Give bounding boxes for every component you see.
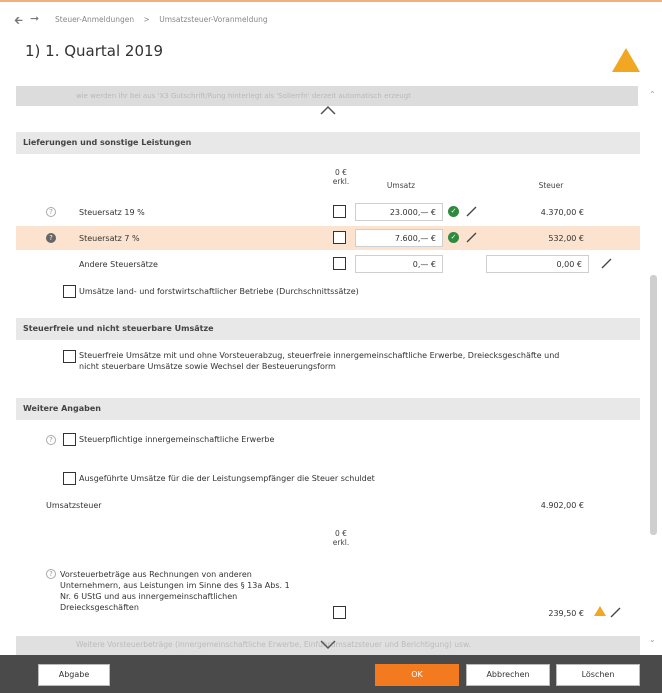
back-arrow-icon[interactable]: 🡰 — [14, 14, 23, 27]
row-label: Andere Steuersätze — [79, 260, 158, 269]
forward-arrow-icon[interactable]: ➞ — [30, 12, 40, 25]
zero-declaration-checkbox[interactable] — [333, 231, 346, 244]
pencil-icon[interactable] — [610, 607, 621, 618]
form-scroll-area — [16, 80, 646, 655]
column-header-zero-line2: erkl. — [332, 177, 350, 186]
hint-bar — [16, 86, 638, 106]
hint-text: wie werden Ihr bei aus 'X3 Gutschrift/Rung hinterlegt als 'Sollerrfn' derzeit automatisch erzeugt — [76, 92, 411, 100]
pencil-icon[interactable] — [466, 232, 477, 243]
check-ok-icon: ✓ — [448, 206, 459, 217]
pencil-icon[interactable] — [466, 206, 477, 217]
top-bar — [0, 0, 662, 34]
section-title: Steuerfreie und nicht steuerbare Umsätze — [23, 324, 214, 333]
chevron-down-icon[interactable] — [319, 638, 337, 650]
zero-declaration-checkbox[interactable] — [333, 606, 346, 619]
column-header-zero-line2: erkl. — [332, 538, 350, 547]
row-andere-steuersaetze — [16, 252, 640, 276]
scrollbar[interactable] — [647, 80, 659, 655]
breadcrumb-item[interactable]: Steuer-Anmeldungen — [55, 15, 135, 24]
row-label: Steuersatz 19 % — [79, 208, 145, 217]
question-icon[interactable]: ? — [46, 233, 56, 243]
scroll-up-icon[interactable]: ⌃ — [649, 90, 656, 99]
column-header-umsatz: Umsatz — [386, 181, 416, 190]
footer-bar — [0, 655, 662, 693]
section-header-steuerfrei — [16, 318, 640, 340]
section-title: Weitere Angaben — [23, 404, 101, 413]
vorsteuer-value: 239,50 € — [548, 609, 584, 618]
ok-button[interactable]: OK — [375, 664, 459, 686]
question-icon[interactable]: ? — [46, 207, 56, 217]
steuer-value: 4.370,00 € — [540, 208, 584, 217]
warning-icon[interactable] — [594, 606, 606, 616]
vorsteuer-label: Vorsteuerbeträge aus Rechnungen von anderen Unternehmern, aus Leistungen im Sinne des § 13a Abs. 1 Nr. 6 UStG und aus innergemeinschaftlichen Dreiecksgeschäften — [60, 570, 290, 612]
leistungsempfaenger-checkbox[interactable] — [63, 472, 76, 485]
umsatz-input[interactable]: 7.600,— € — [355, 229, 443, 247]
steuerfrei-checkbox[interactable] — [63, 350, 76, 363]
leistungsempfaenger-label: Ausgeführte Umsätze für die der Leistungsempfänger die Steuer schuldet — [79, 474, 375, 483]
section-header-weitere — [16, 398, 640, 420]
loeschen-button[interactable]: Löschen — [556, 664, 640, 686]
question-icon[interactable]: ? — [46, 569, 56, 579]
scroll-thumb[interactable] — [650, 275, 657, 535]
umsatzsteuer-value: 4.902,00 € — [540, 501, 584, 510]
steuerfrei-label: Steuerfreie Umsätze mit und ohne Vorsteuerabzug, steuerfreie innergemeinschaftliche Erwerbe, Dreiecksgeschäfte und nicht steuerbare Umsätze sowie Wechsel der Besteuerungsform — [79, 351, 560, 371]
column-header-steuer: Steuer — [538, 181, 564, 190]
zero-declaration-checkbox[interactable] — [333, 257, 346, 270]
column-header-zero-line1: 0 € — [335, 529, 347, 538]
faded-row — [16, 636, 640, 655]
land-forst-checkbox[interactable] — [63, 285, 76, 298]
pencil-icon[interactable] — [601, 258, 612, 269]
land-forst-label: Umsätze land- und forstwirtschaftlicher Betriebe (Durchschnittssätze) — [79, 287, 359, 296]
row-steuersatz-7 — [16, 226, 640, 250]
row-label: Steuersatz 7 % — [79, 234, 140, 243]
steuer-value: 532,00 € — [548, 234, 584, 243]
row-steuersatz-19 — [16, 200, 640, 224]
steuer-input[interactable]: 0,00 € — [486, 255, 589, 273]
abgabe-button[interactable]: Abgabe — [38, 664, 110, 686]
section-title: Lieferungen und sonstige Leistungen — [23, 138, 192, 147]
section-header-lieferungen — [16, 132, 640, 154]
breadcrumb-separator: > — [143, 15, 150, 24]
umsatz-input[interactable]: 23.000,— € — [355, 203, 443, 221]
question-icon[interactable]: ? — [46, 435, 56, 445]
column-header-zero — [326, 529, 356, 547]
scroll-down-icon[interactable]: ⌄ — [649, 635, 656, 644]
umsatzsteuer-label: Umsatzsteuer — [46, 501, 102, 510]
ig-erwerbe-checkbox[interactable] — [63, 433, 76, 446]
umsatz-input[interactable]: 0,— € — [355, 255, 443, 273]
zero-declaration-checkbox[interactable] — [333, 205, 346, 218]
faded-text: Weitere Vorsteuerbeträge (innergemeinschaftliche Erwerbe, Einfuhrumsatzsteuer und Berichtigung) usw. — [76, 640, 471, 649]
column-header-zero-line1: 0 € — [335, 168, 347, 177]
warning-icon[interactable] — [612, 48, 640, 72]
abbrechen-button[interactable]: Abbrechen — [466, 664, 550, 686]
column-header-zero — [326, 168, 356, 186]
breadcrumb — [55, 15, 268, 24]
check-ok-icon: ✓ — [448, 232, 459, 243]
chevron-up-icon[interactable] — [319, 104, 337, 116]
breadcrumb-item[interactable]: Umsatzsteuer-Voranmeldung — [159, 15, 268, 24]
page-title: 1) 1. Quartal 2019 — [25, 42, 164, 60]
ig-erwerbe-label: Steuerpflichtige innergemeinschaftliche Erwerbe — [79, 435, 275, 444]
